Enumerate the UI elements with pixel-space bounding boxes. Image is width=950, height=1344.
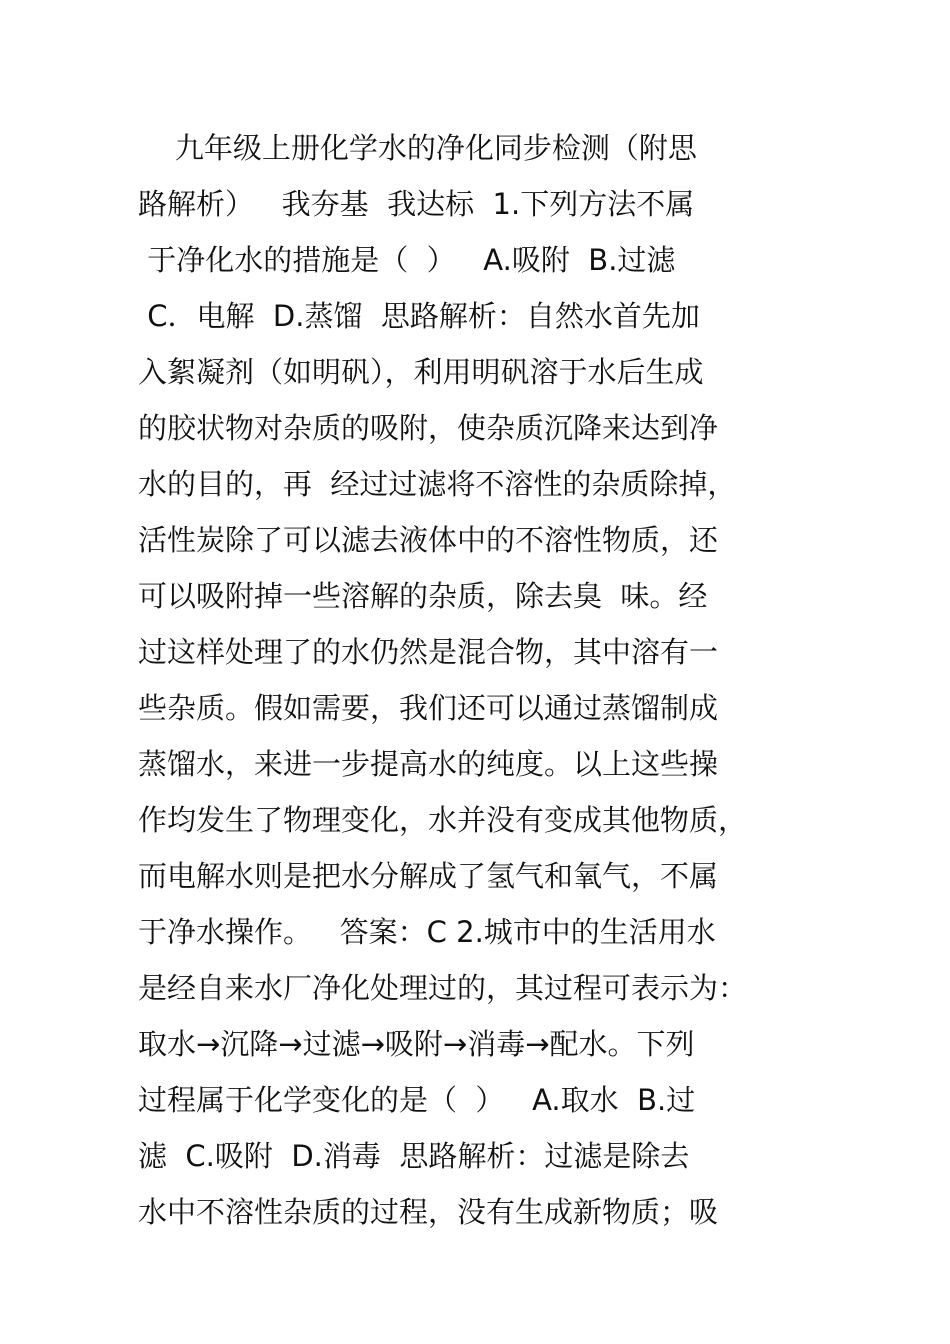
text-line: 过这样处理了的水仍然是混合物，其中溶有一 (138, 635, 719, 669)
text-line: 蒸馏水，来进一步提高水的纯度。以上这些操 (138, 747, 719, 781)
text-line: 路解析） 我夯基 我达标 1.下列方法不属 (138, 187, 695, 221)
text-line: 入絮凝剂（如明矾），利用明矾溶于水后生成 (138, 355, 704, 389)
text-line: 作均发生了物理变化，水并没有变成其他物质， (138, 803, 748, 837)
text-line: 水的目的，再 经过过滤将不溶性的杂质除掉， (138, 467, 737, 501)
document-body (138, 120, 838, 1240)
text-line: 可以吸附掉一些溶解的杂质，除去臭 味。经 (138, 579, 708, 613)
text-line: 活性炭除了可以滤去液体中的不溶性物质，还 (138, 523, 719, 557)
text-line: 过程属于化学变化的是（ ） A.取水 B.过 (138, 1083, 696, 1117)
text-line: 些杂质。假如需要，我们还可以通过蒸馏制成 (138, 691, 719, 725)
text-line: 而电解水则是把水分解成了氢气和氧气，不属 (138, 859, 719, 893)
text-line: 取水→沉降→过滤→吸附→消毒→配水。下列 (138, 1027, 695, 1061)
text-line: C．电解 D.蒸馏 思路解析：自然水首先加 (138, 299, 700, 333)
text-line: 九年级上册化学水的净化同步检测（附思 (138, 131, 697, 165)
text-line: 水中不溶性杂质的过程，没有生成新物质；吸 (138, 1195, 719, 1229)
text-line: 的胶状物对杂质的吸附，使杂质沉降来达到净 (138, 411, 719, 445)
text-line: 滤 C.吸附 D.消毒 思路解析：过滤是除去 (138, 1139, 690, 1173)
text-line: 于净水操作。 答案：C 2.城市中的生活用水 (138, 915, 716, 949)
text-line: 于净化水的措施是（ ） A.吸附 B.过滤 (138, 243, 676, 277)
text-line: 是经自来水厂净化处理过的，其过程可表示为： (138, 971, 748, 1005)
